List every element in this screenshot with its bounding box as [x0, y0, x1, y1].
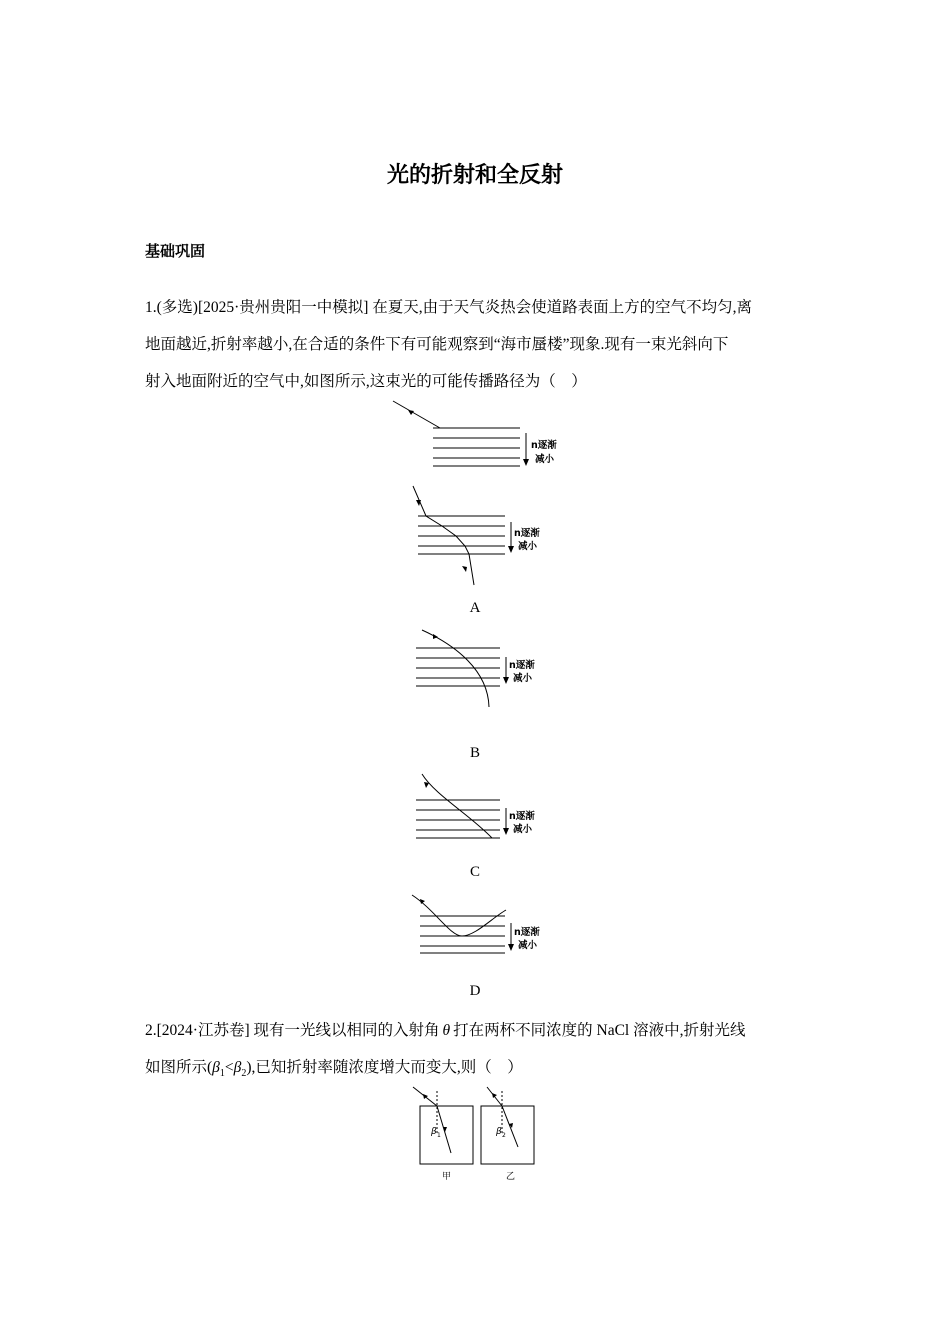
option-a-figure [380, 482, 580, 592]
option-c-figure [380, 770, 580, 845]
decrease-label: 减小 [518, 940, 538, 951]
cup-right-label: 乙 [506, 1172, 516, 1182]
option-d-figure [380, 890, 580, 960]
cup-left-label: 甲 [442, 1172, 452, 1182]
decrease-label: 减小 [513, 824, 533, 835]
q2-line-1-part-b: 打在两杯不同浓度的 NaCl 溶液中,折射光线 [453, 1022, 746, 1039]
n-decreasing-label: n逐渐 [509, 660, 535, 671]
decrease-label: 减小 [518, 541, 538, 552]
option-a-label[interactable]: A [469, 600, 481, 616]
decrease-label: 减小 [535, 454, 555, 465]
n-decreasing-label: n逐渐 [531, 440, 557, 451]
q1-line-3: 射入地面附近的空气中,如图所示,这束光的可能传播路径为（ ） [145, 373, 587, 390]
q1-line-2: 地面越近,折射率越小,在合适的条件下有可能观察到“海市蜃楼”现象.现有一束光斜向下 [145, 336, 729, 353]
n-decreasing-label: n逐渐 [514, 927, 540, 938]
q1-main-figure [380, 395, 580, 475]
beta-1-subscript: 1 [437, 1132, 441, 1139]
option-b-figure [380, 625, 580, 715]
beta-subscript-1: 1 [219, 1068, 225, 1080]
n-decreasing-label: n逐渐 [514, 528, 540, 539]
q2-line-2-part-b: ),已知折射率随浓度增大而变大,则（ ） [246, 1059, 523, 1076]
beta-2-subscript: 2 [502, 1132, 506, 1139]
beta-subscript-2: 2 [241, 1068, 247, 1080]
beta-symbol: β [233, 1059, 242, 1076]
less-than-sign: < [224, 1059, 234, 1076]
q2-line-2 [145, 1055, 523, 1079]
beta-symbol: β [212, 1059, 220, 1076]
q2-line-1 [145, 1018, 745, 1040]
n-decreasing-label: n逐渐 [509, 811, 535, 822]
beta-2-label: β [496, 1127, 502, 1137]
theta-symbol: θ [442, 1022, 451, 1039]
option-d-label[interactable]: D [469, 983, 481, 999]
q2-cups-figure [405, 1083, 555, 1188]
beta-1-label: β [431, 1127, 437, 1137]
option-b-label[interactable]: B [469, 745, 480, 761]
decrease-label: 减小 [513, 673, 533, 684]
option-c-label[interactable]: C [469, 864, 480, 880]
q2-line-2-part-a: 如图所示( [145, 1059, 213, 1076]
q1-line-1: 1.(多选)[2025·贵州贵阳一中模拟] 在夏天,由于天气炎热会使道路表面上方的空气不均匀,离 [145, 299, 753, 316]
section-heading: 基础巩固 [145, 242, 206, 260]
page-title: 光的折射和全反射 [386, 163, 563, 188]
q2-line-1-part-a: 2.[2024·江苏卷] 现有一光线以相同的入射角 [145, 1022, 440, 1039]
